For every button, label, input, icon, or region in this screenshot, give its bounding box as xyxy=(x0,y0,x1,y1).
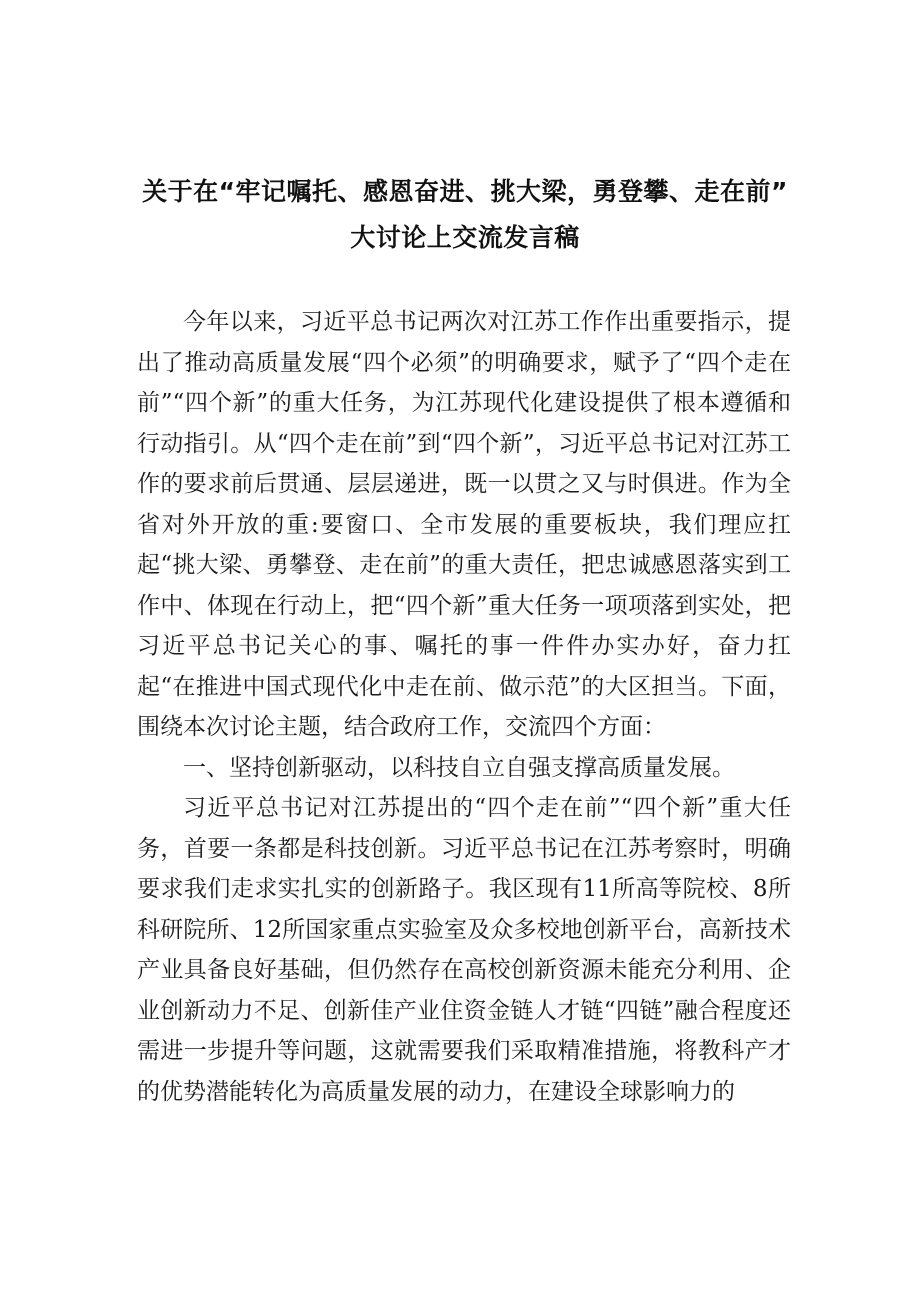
body-paragraph-intro: 今年以来，习近平总书记两次对江苏工作作出重要指示，提出了推动高质量发展“四个必须”的明确要求，赋予了“四个走在前”“四个新”的重大任务，为江苏现代化建设提供了根本遵循和行动指引。从“四个走在前”到“四个新”，习近平总书记对江苏工作的要求前后贯通、层层递进，既一以贯之又与时俱进。作为全省对外开放的重:要窗口、全市发展的重要板块，我们理应扛起“挑大梁、勇攀登、走在前”的重大责任，把忠诚感恩落实到工作中、体现在行动上，把“四个新”重大任务一项项落到实处，把习近平总书记关心的事、嘱托的事一件件办实办好，奋力扛起“在推进中国式现代化中走在前、做示范”的大区担当。下面，围绕本次讨论主题，结合政府工作，交流四个方面： xyxy=(137,309,791,740)
document-body xyxy=(137,302,791,1112)
section-heading-1: 一、坚持创新驱动，以科技自立自强支撑高质量发展。 xyxy=(183,754,735,781)
body-paragraph-section-1: 习近平总书记对江苏提出的“四个走在前”“四个新”重大任务，首要一条都是科技创新。习近平总书记在江苏考察时，明确要求我们走求实扎实的创新路子。我区现有11所高等院校、8所科研院所、12所国家重点实验室及众多校地创新平台，高新技术产业具备良好基础，但仍然存在高校创新资源未能充分利用、企业创新动力不足、创新佳产业住资金链人才链“四链”融合程度还需进一步提升等问题，这就需要我们采取精准措施，将教科产才的优势潜能转化为高质量发展的动力，在建设全球影响力的 xyxy=(137,795,791,1105)
document-title-line-1: 关于在“牢记嘱托、感恩奋进、挑大梁，勇登攀、走在前” xyxy=(142,177,788,206)
document-title-line-2: 大讨论上交流发言稿 xyxy=(350,223,580,252)
